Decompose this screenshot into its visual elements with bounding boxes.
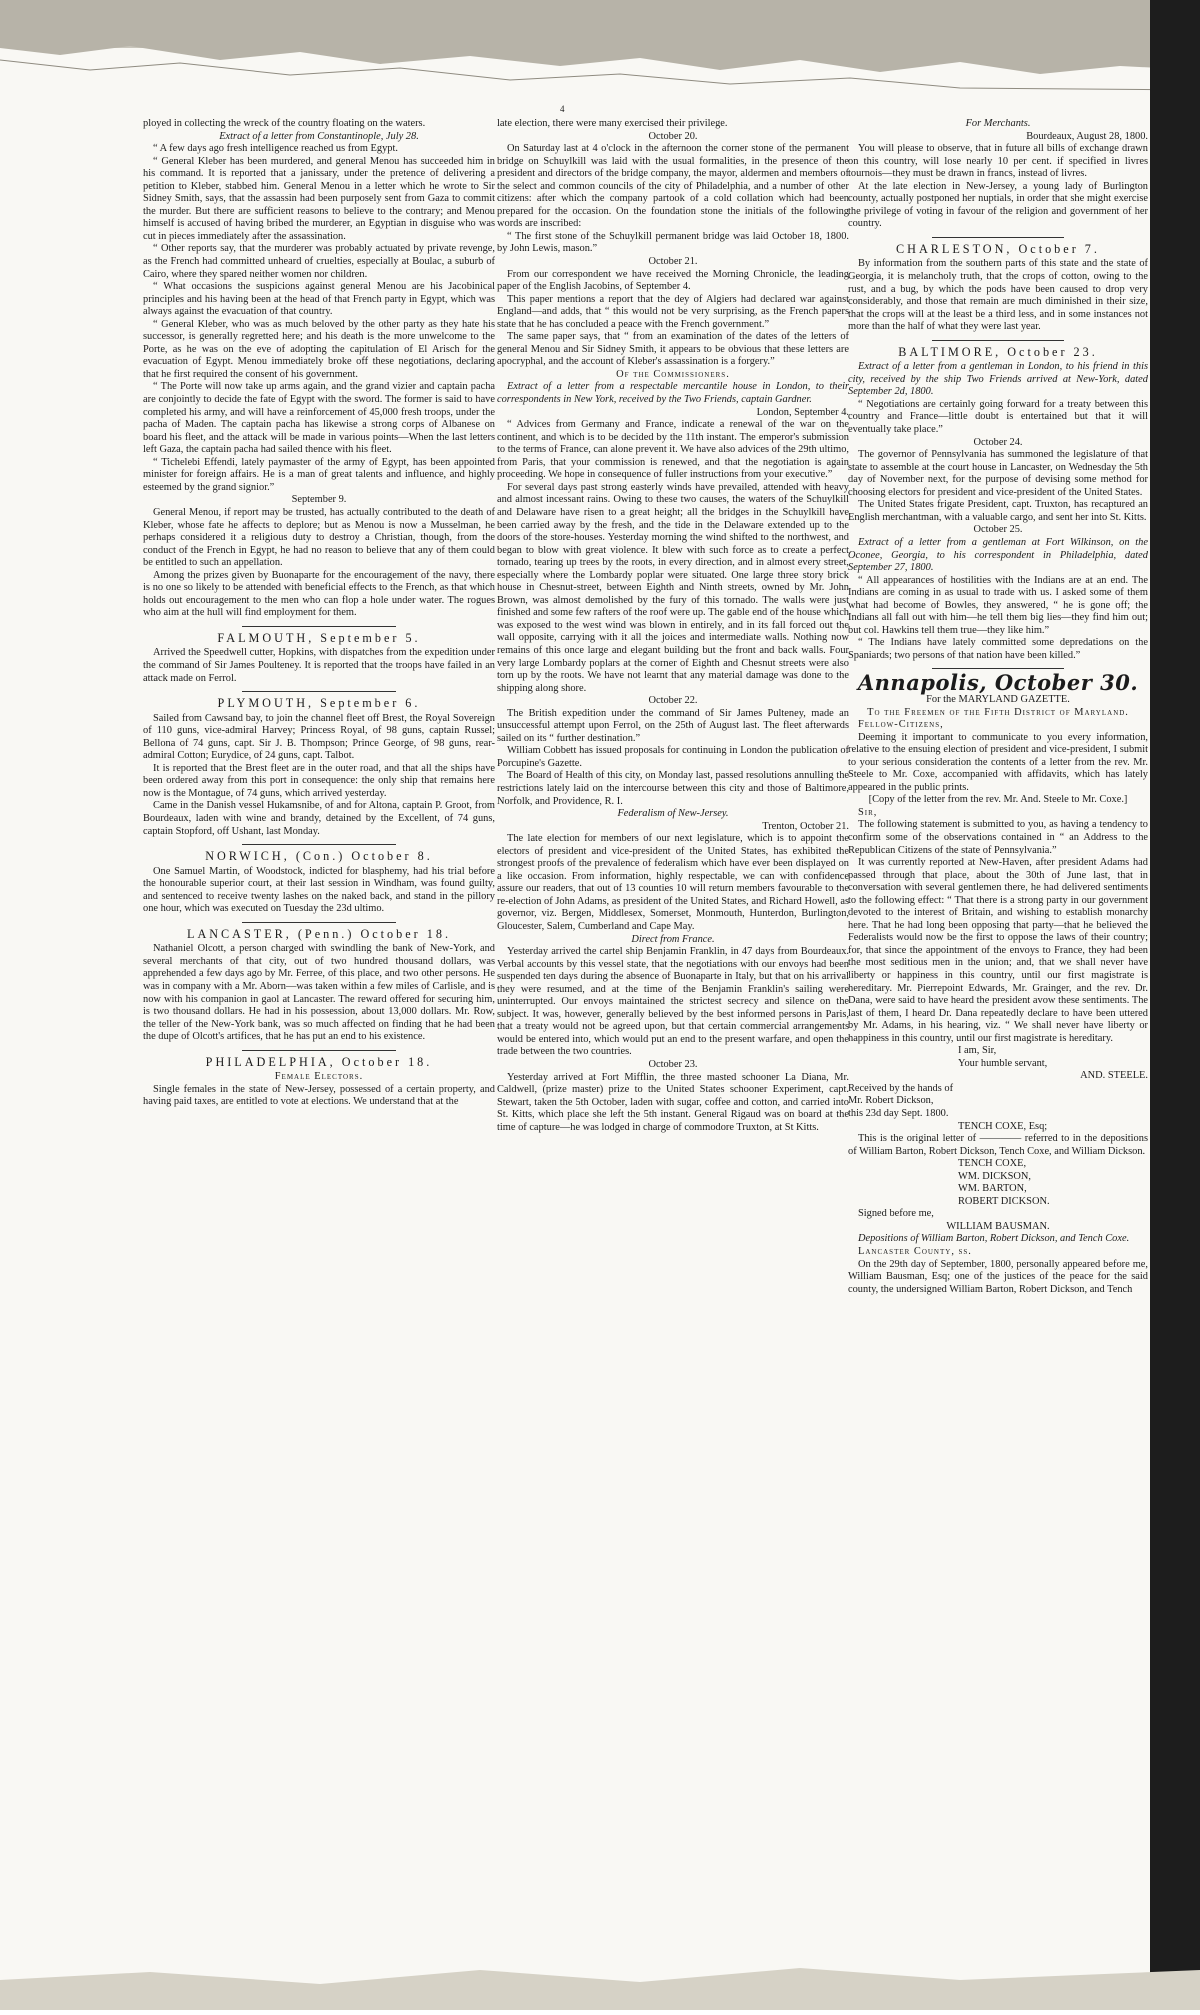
masthead-annapolis: Annapolis, October 30. [857,670,1139,696]
paragraph: Single females in the state of New-Jersey, possessed of a certain property, and having paid taxes, are entitled to vote at elections. We understand that at the [143,1083,495,1108]
paragraph: One Samuel Martin, of Woodstock, indicted for blasphemy, had his trial before the honourable superior court, at their last session in Windham, was found guilty, and sentenced to receive twenty lashes on the naked back, and stand in the pillory one hour, which was executed on Tuesday the 23d ultimo. [143,865,495,915]
paragraph: Extract of a letter from a gentleman in London, to his friend in this city, received by the ship Two Friends arrived at New-York, dated September 2d, 1800. [848,361,1148,398]
centered-line: Direct from France. [631,933,715,945]
dateline: Bourdeaux, August 28, 1800. [1026,130,1148,142]
paragraph: “ The first stone of the Schuylkill permanent bridge was laid October 18, 1800. by John Lewis, mason.” [497,230,849,255]
paragraph: late election, there were many exercised their privilege. [497,118,728,129]
centered-line: October 21. [648,256,698,268]
paragraph: William Cobbett has issued proposals for continuing in London the publication of Porcupine's Gazette. [497,745,849,769]
paragraph: “ Negotiations are certainly going forward for a treaty between this country and France—little doubt is entertained but that it will eventually take place.” [848,398,1148,436]
paragraph: “ All appearances of hostilities with the Indians are at an end. The Indians are coming in as usual to trade with us. I asked some of them what had become of Bowles, they answered, “ he is gone off; the Indians all fall out with him—he tell them big lies—they find him out; but col. Hawkins tell them true—they like him.” [848,574,1148,636]
paragraph: The British expedition under the command of Sir James Pulteney, made an unsuccessful attempt upon Ferrol, on the 25th of August last. The fleet afterwards sailed on its “ further destination.” [497,707,849,744]
centered-line: [Copy of the letter from the rev. Mr. And. Steele to Mr. Coxe.] [868,794,1128,806]
paragraph: Fellow-Citizens, [858,719,944,731]
page-number: 4 [560,104,565,114]
bracketed-line: Mr. Robert Dickson, [848,1095,934,1107]
centered-line: For Merchants. [965,118,1031,129]
paragraph: The following statement is submitted to you, as having a tendency to confirm some of the observations contained in “ an Address to the Republican Citizens of the state of Pennsylvania.” [848,819,1148,856]
paragraph: Sailed from Cawsand bay, to join the channel fleet off Brest, the Royal Sovereign of 110 guns, vice-admiral Harvey; Princess Royal, of 98 guns, captain Russel; Bellona of 74 guns, capt. Sir J. B. Thompson; Prince George, of 98 guns, rear-admiral Cotton; Eurydice, of 24 guns, capt. Talbot. [143,712,495,762]
section-rule [242,626,397,627]
paragraph: By information from the southern parts of this state and the state of Georgia, it is melancholy truth, that the crops of cotton, owing to the rust, and a bug, by which the pods have been caused to drop very considerably, and those that remain are much diminished in their size, that the crops will at the least be a third less, and in some instances not more than the half of what they were last year. [848,258,1148,333]
centered-line: October 25. [973,524,1023,536]
section-heading: LANCASTER, (Penn.) October 18. [187,926,451,941]
section-rule [932,340,1064,341]
column-right [848,118,1148,1980]
centered-line: For the MARYLAND GAZETTE. [926,693,1070,705]
centered-line: October 22. [648,695,698,707]
paragraph: Depositions of William Barton, Robert Dickson, and Tench Coxe. [858,1233,1130,1245]
paragraph: Yesterday arrived the cartel ship Benjamin Franklin, in 47 days from Bourdeaux. Verbal accounts by this vessel state, that the negotiations with our envoys had been suspended ten days during the absence of Buonaparte in Italy, but that on his arrival they were resumed, and at the time of the Benjamin Franklin's sailing were uninterrupted. Our envoys maintained the strictest secrecy and silence on the subject. It was, however, generally believed by the best informed persons in Paris, that a treaty would not be agreed upon, but that certain commercial arrangements would be entered into, which would put an end to the present warfare, and open the trade between the two countries. [497,946,849,1058]
section-rule [242,1050,397,1051]
dark-scan-margin [1150,0,1200,2010]
signature-line: ROBERT DICKSON. [958,1195,1050,1207]
section-rule [932,237,1064,238]
signature-line: I am, Sir, [958,1045,997,1057]
centered-line: Female Electors. [274,1071,364,1083]
paragraph: On the 29th day of September, 1800, personally appeared before me, William Bausman, Esq; one of the justices of the peace for the said county, the undersigned William Barton, Robert Dickson, and Tench [848,1258,1148,1295]
paragraph: The late election for members of our next legislature, which is to appoint the electors of president and vice-president of the United States, has exhibited the strongest proofs of the prevalence of federalism which have ever been displayed on a like occasion. From information, highly respectable, we can with confidence assure our readers, that out of 13 counties 10 will return members favourable to the re-election of John Adams, as president of the United States, and Richard Howell, as governor, viz. Bergen, Middlesex, Somerset, Monmouth, Hunterdon, Burlington, Gloucester, Salem, Cumberland and Cape May. [497,833,849,932]
centered-line: WILLIAM BAUSMAN. [946,1220,1050,1232]
paragraph: “ The Porte will now take up arms again, and the grand vizier and captain pacha are conjointly to decide the fate of Egypt with the sword. The former is said to have completed his army, and will have a reinforcement of 45,000 fresh troops, under the pacha of Maden. The captain pacha has likewise a strong corps of Albanese on board his fleet, and the attack will be made in various points—When the last letters left Gaza, the captain pacha had sailed thence with his fleet. [143,381,495,456]
torn-top-edge [0,0,1200,114]
paragraph: “ Tichelebi Effendi, lately paymaster of the army of Egypt, has been appointed minister for foreign affairs. He is a man of great talents and influence, and highly esteemed by the grand signior.” [143,456,495,493]
paragraph: Lancaster County, ss. [858,1246,972,1258]
signature-line: TENCH COXE, [958,1158,1027,1170]
paragraph: From our correspondent we have received the Morning Chronicle, the leading paper of the English Jacobins, of September 4. [497,268,849,293]
centered-line: Of the Commissioners. [616,368,730,380]
centered-line: To the Freemen of the Fifth District of Maryland. [867,706,1129,718]
paragraph: Arrived the Speedwell cutter, Hopkins, with dispatches from the expedition under the command of Sir James Poulteney. It is reported that the troops have failed in an attack made on Ferrol. [143,647,495,684]
dateline: Trenton, October 21. [762,820,849,832]
centered-line: Federalism of New-Jersey. [617,808,729,820]
paragraph: The same paper says, that “ from an examination of the dates of the letters of general Menou and Sir Sidney Smith, it appears to be obvious that these letters are apocryphal, and the account of Kleber's assassination is a forgery.” [497,331,849,368]
paragraph: General Menou, if report may be trusted, has actually contributed to the death of Kleber, whose fate he affects to deplore; but as Menou is now a Musselman, he perhaps considered it a religious duty to destroy a Christian, though, from the conduct of the French in Egypt, he had no reason to believe that any of them could be entitled to such an appellation. [143,506,495,569]
paragraph: “ General Kleber, who was as much beloved by the other party as they hate his successor, is generally regretted here; and his death is the more unwelcome to the Porte, as he was on the eve of adopting the capitulation of El Arisch for the evacuation of Egypt. Menou immediately broke off these negotiations, declaring that he first required the consent of his government. [143,318,495,380]
paragraph: The Board of Health of this city, on Monday last, passed resolutions annulling the restrictions lately laid on the intercourse between this city and those of Baltimore, Norfolk, and Providence, R. I. [497,770,849,807]
section-heading: PHILADELPHIA, October 18. [205,1054,433,1069]
section-heading: FALMOUTH, September 5. [217,630,421,645]
paragraph: ployed in collecting the wreck of the country floating on the waters. [143,118,426,129]
paragraph: “ A few days ago fresh intelligence reached us from Egypt. [153,143,398,155]
centered-line: October 20. [648,130,698,142]
dateline: AND. STEELE. [1080,1070,1148,1082]
paragraph: Extract of a letter from a respectable mercantile house in London, to their correspondents in New York, received by the Two Friends, captain Gardner. [497,381,849,406]
paragraph: The governor of Pennsylvania has summoned the legislature of that state to assemble at the court house in Lancaster, on Wednesday the 5th day of November next, for the purpose of devising some method for choosing electors for president and vice-president of the United States. [848,449,1148,498]
paragraph: “ What occasions the suspicions against general Menou are his Jacobinical principles and his having been at the head of that French party in Egypt, which was always against the evacuation of that country. [143,281,495,318]
column-left [143,118,495,1980]
paragraph: “ Other reports say, that the murderer was probably actuated by private revenge, as the French had committed unheard of cruelties, especially at Boulac, a suburb of Cairo, where they spared neither women nor children. [143,243,495,280]
paragraph: Yesterday arrived at Fort Mifflin, the three masted schooner La Diana, Mr. Caldwell, (prize master) prize to the United States schooner Experiment, capt. Stewart, taken the 5th October, laden with sugar, coffee and cotton, and carried into St. Kitts, which place she left the 5th instant. General Rigaud was on board at the time of capture—he was lodged in charge of commodore Truxton, at St Kitts. [497,1071,849,1133]
centered-line: Extract of a letter from Constantinople, July 28. [219,130,419,142]
paragraph: Deeming it important to communicate to you every information, relative to the ensuing election of president and vice-president, I submit to your serious consideration the contents of a letter from the rev. Mr. Steele to Mr. Coxe, accompanied with affidavits, which has lately appeared in the public prints. [848,731,1148,793]
paragraph: Came in the Danish vessel Hukamsnibe, of and for Altona, captain P. Groot, from Bourdeaux, laden with wine and brandy, detained by the Excellent, of 74 guns, captain Stopford, off Ushant, last Monday. [143,800,495,837]
paragraph: Extract of a letter from a gentleman at Fort Wilkinson, on the Oconee, Georgia, to his correspondent in Philadelphia, dated September 27, 1800. [848,536,1148,574]
paragraph: You will please to observe, that in future all bills of exchange drawn on this country, will lose nearly 10 per cent. if specified in livres tournois—they must be drawn in francs, instead of livres. [848,143,1148,180]
section-heading: BALTIMORE, October 23. [898,344,1098,359]
paragraph: Signed before me, [858,1208,934,1220]
paragraph: On Saturday last at 4 o'clock in the afternoon the corner stone of the permanent bridge on Schuylkill was laid with the usual formalities, in the presence of the president and directors of the bridge company, the mayor, aldermen and members of the select and common councils of the city of Philadelphia, and a number of other citizens: after which the company partook of a cold collation which had been prepared for the occasion. On the foundation stone the initials of the following words are inscribed: [497,143,849,230]
paragraph: “ General Kleber has been murdered, and general Menou has succeeded him in his command. It is reported that a janissary, under the pretence of delivering a petition to Kleber, stabbed him. General Menou in a letter which he wrote to Sir Sidney Smith, says, that the assassin had been purposely sent from Gaza to commit the murder. But there are sufficient reasons to believe to the contrary; and Menou himself is accused of having bribed the murderer, an Egyptian in disguise who was cut in pieces immediately after the assassination. [143,155,495,242]
section-heading: PLYMOUTH, September 6. [217,696,421,711]
paragraph: This is the original letter of ———— referred to in the depositions of William Barton, Robert Dickson, Tench Coxe, and William Dickson. [848,1133,1148,1157]
paragraph: Among the prizes given by Buonaparte for the encouragement of the navy, there is no one so likely to be attended with beneficial effects to the French, as that which holds out encouragement to the men who can flop a hole under water. The rogues who aim at the hull will find employment for them. [143,569,495,619]
paragraph: It was currently reported at New-Haven, after president Adams had passed through that place, about the 30th of June last, that in conversation with several gentlemen there, he had delivered sentiments to the following effect: “ That there is a strong party in our government devoted to the interest of Britain, and wishing to establish monarchy here. That he had long been opposing that party—that he believed the Federalists would now be the first to oppose the laws of their country; for, that since the appointment of the envoys to France, they had been the most seditious men in the union; and, that we shall never have liberty or happiness in this country, until our first magistrate is hereditary. Mr. Pierrepoint Edwards, Mr. Grainger, and the rev. Dr. Dana, were said to have heard the president avow these sentiments. The last of them, I heard Dr. Dana repeatedly declare to have been uttered by Mr. Adams, in his hearing, viz. “ We shall never have liberty or happiness in this country, until our first magistrate is hereditary. [848,857,1148,1044]
paragraph: This paper mentions a report that the dey of Algiers had declared war against England—and adds, that “ this would not be very surprising, as the French papers state that he has concluded a peace with the French government.” [497,293,849,330]
signature-line: WM. BARTON, [958,1183,1027,1195]
paragraph: “ The Indians have lately committed some depredations on the Spaniards; two persons of that nation have been killed.” [848,637,1148,661]
paragraph: Nathaniel Olcott, a person charged with swindling the bank of New-York, and several merchants of that city, out of two hundred thousand dollars, was apprehended a few days ago by Mr. Ferree, of this place, and two other persons. He was in company with a Mr. Aborn—was taken within a few miles of Carlisle, and is now with his companion in gaol at Lancaster. The reward offered for securing him, is two thousand dollars. He had in his possession, about 13,000 dollars. Mr. Row, the teller of the New-York bank, was so much affected on finding that he had been the dupe of Olcott's artifices, that he has put an end to his existence. [143,943,495,1043]
section-heading: NORWICH, (Con.) October 8. [205,849,433,864]
signature-line: TENCH COXE, Esq; [958,1120,1048,1132]
paragraph: Sir, [858,806,878,818]
signature-line: Your humble servant, [958,1057,1048,1069]
paragraph: It is reported that the Brest fleet are in the outer road, and that all the ships have been ordered away from this port in consequence: the only ship that remains here now is the Montague, of 74 guns, which arrived yesterday. [143,762,495,799]
section-rule [242,844,397,845]
bracketed-line: Received by the hands of [848,1082,954,1094]
column-middle [497,118,849,1980]
section-rule [242,922,397,923]
paragraph: The United States frigate President, capt. Truxton, has recaptured an English merchantman, with a valuable cargo, and sent her into St. Kitts. [848,499,1148,523]
paragraph: “ Advices from Germany and France, indicate a renewal of the war on the continent, and which is to be decided by the 11th instant. The emperor's submission to the terms of France, can alone prevent it. We have also advices of the 29th ultimo, from Paris, that your commission is renewed, and that the negotiation is again proceeding. We hope in consequence of fuller instructions from your executive.” [497,419,849,481]
section-rule [242,691,397,692]
signature-line: WM. DICKSON, [958,1170,1032,1182]
dateline: London, September 4. [756,406,849,418]
bracketed-line: this 23d day Sept. 1800. [848,1108,949,1120]
centered-line: October 23. [648,1059,698,1071]
section-heading: CHARLESTON, October 7. [896,241,1100,256]
centered-line: September 9. [291,494,347,506]
paragraph: For several days past strong easterly winds have prevailed, attended with heavy and almost incessant rains. Owing to these two causes, the waters of the Schuylkill and Delaware have risen to a great height; all the bridges in the Schuylkill have been carried away by the fresh, and the tide in the Delaware extended up to the doors of the store-houses. Yesterday morning the wind shifted to the northwest, and began to blow with great violence. It blew with such force as to create a perfect tornado, tearing up trees by the roots, in every direction, and in almost every street, especially where the Lombardy poplar were situated. One large three story brick house in Chesnut-street, between Eighth and Ninth streets, owned by Mr. John Brown, was almost demolished by the fury of this tornado. The walls were just finished and some few rafters of the roof were up. The gable end of the house which was exposed to the west wind was blown in entirely, and in its fall forced out the wall opposite, carrying with it all the joices and intermediate walls. Nothing now remains of this once large and elegant building but the front and back walls. Four very large Lombardy poplars at the corner of Eighth and Chesnut streets were also torn up by the roots. We have not learnt that any material damage was done to the shipping along shore. [497,481,849,694]
section-rule [932,668,1064,669]
centered-line: October 24. [973,436,1023,448]
paragraph: At the late election in New-Jersey, a young lady of Burlington county, actually postponed her nuptials, in order that she might exercise the privilege of voting in favour of the religion and government of her country. [848,180,1148,230]
